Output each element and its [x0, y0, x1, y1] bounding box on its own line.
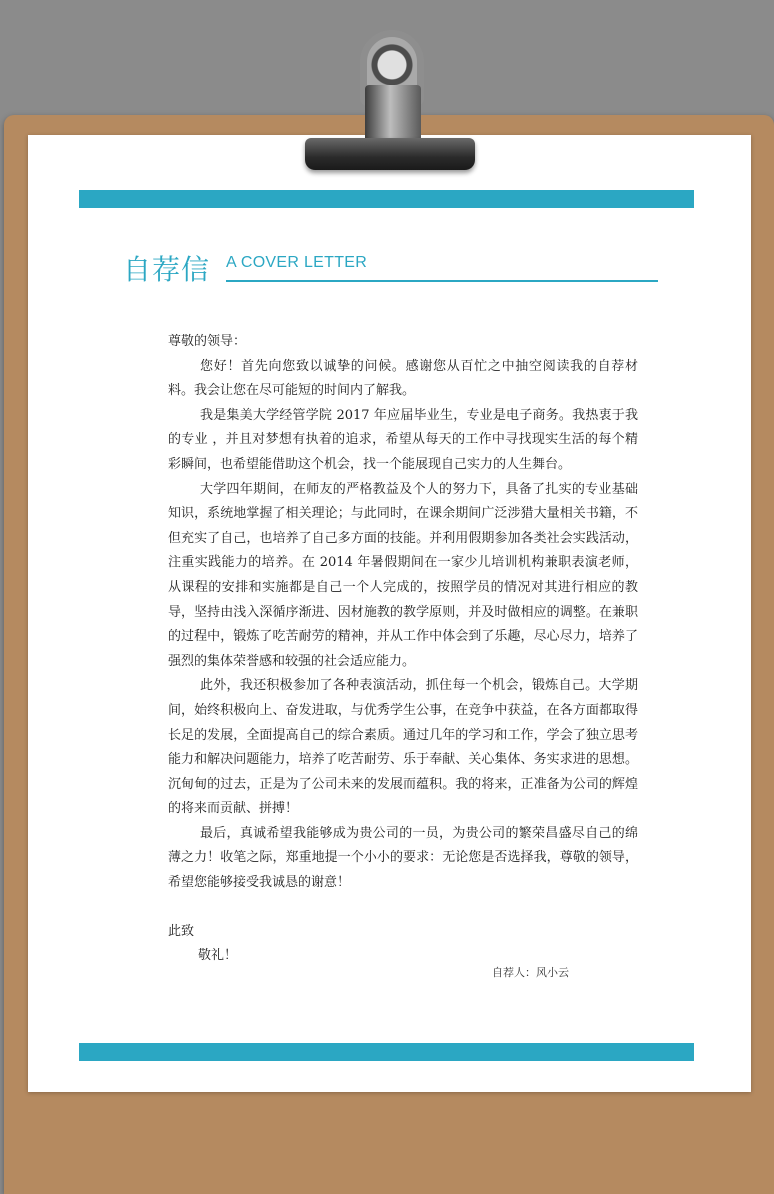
binder-clip-base — [305, 138, 475, 170]
letter-title-en: A COVER LETTER — [226, 254, 368, 271]
letter-paragraph: 我是集美大学经管学院 2017 年应届毕业生，专业是电子商务。我热衷于我的专业 ，并且对梦想有执着的追求，希望从每天的工作中寻找现实生活的每个精彩瞬间，也希望能借助这个机会，找一个能展现自己实力的人生舞台。 — [168, 407, 638, 472]
letter-regards: 敬礼！ — [198, 948, 238, 963]
letter-salutation: 尊敬的领导： — [168, 334, 247, 349]
letter-body — [168, 330, 638, 896]
letter-paragraph: 大学四年期间，在师友的严格教益及个人的努力下，具备了扎实的专业基础知识，系统地掌握了相关理论；与此同时，在课余期间广泛涉猎大量相关书籍，不但充实了自己，也培养了自己多方面的技能。并利用假期参加各类社会实践活动，注重实践能力的培养。在 2014 年暑假期间在一家少儿培训机构兼职表演老师，从课程的安排和实施都是自己一个人完成的，按照学员的情况对其进行相应的教导，坚持由浅入深循序渐进、因材施教的教学原则，并及时做相应的调整。在兼职的过程中，锻炼了吃苦耐劳的精神，并从工作中体会到了乐趣，尽心尽力，培养了强烈的集体荣誉感和较强的社会适应能力。 — [168, 481, 638, 669]
letter-paragraph: 最后，真诚希望我能够成为贵公司的一员，为贵公司的繁荣昌盛尽自己的绵薄之力！收笔之际，郑重地提一个小小的要求：无论您是否选择我，尊敬的领导，希望您能够接受我诚恳的谢意！ — [168, 825, 638, 891]
bottom-accent-band — [79, 1043, 694, 1061]
letter-paragraph: 您好！首先向您致以诚挚的问候。感谢您从百忙之中抽空阅读我的自荐材料。我会让您在尽可能短的时间内了解我。 — [168, 358, 638, 399]
letter-closing: 此致 — [168, 924, 195, 939]
letter-title-cn: 自荐信 — [123, 253, 211, 286]
top-accent-band — [79, 190, 694, 208]
title-underline — [226, 280, 658, 282]
letter-signature: 自荐人：风小云 — [492, 966, 569, 979]
letter-paragraph: 此外，我还积极参加了各种表演活动，抓住每一个机会，锻炼自己。大学期间，始终积极向上、奋发进取，与优秀学生公事，在竞争中获益，在各方面都取得长足的发展，全面提高自己的综合素质。通过几年的学习和工作，学会了独立思考能力和解决问题能力，培养了吃苦耐劳、乐于奉献、关心集体、务实求进的思想。沉甸甸的过去，正是为了公司未来的发展而蕴积。我的将来，正准备为公司的辉煌的将来而贡献、拼搏！ — [168, 678, 638, 817]
